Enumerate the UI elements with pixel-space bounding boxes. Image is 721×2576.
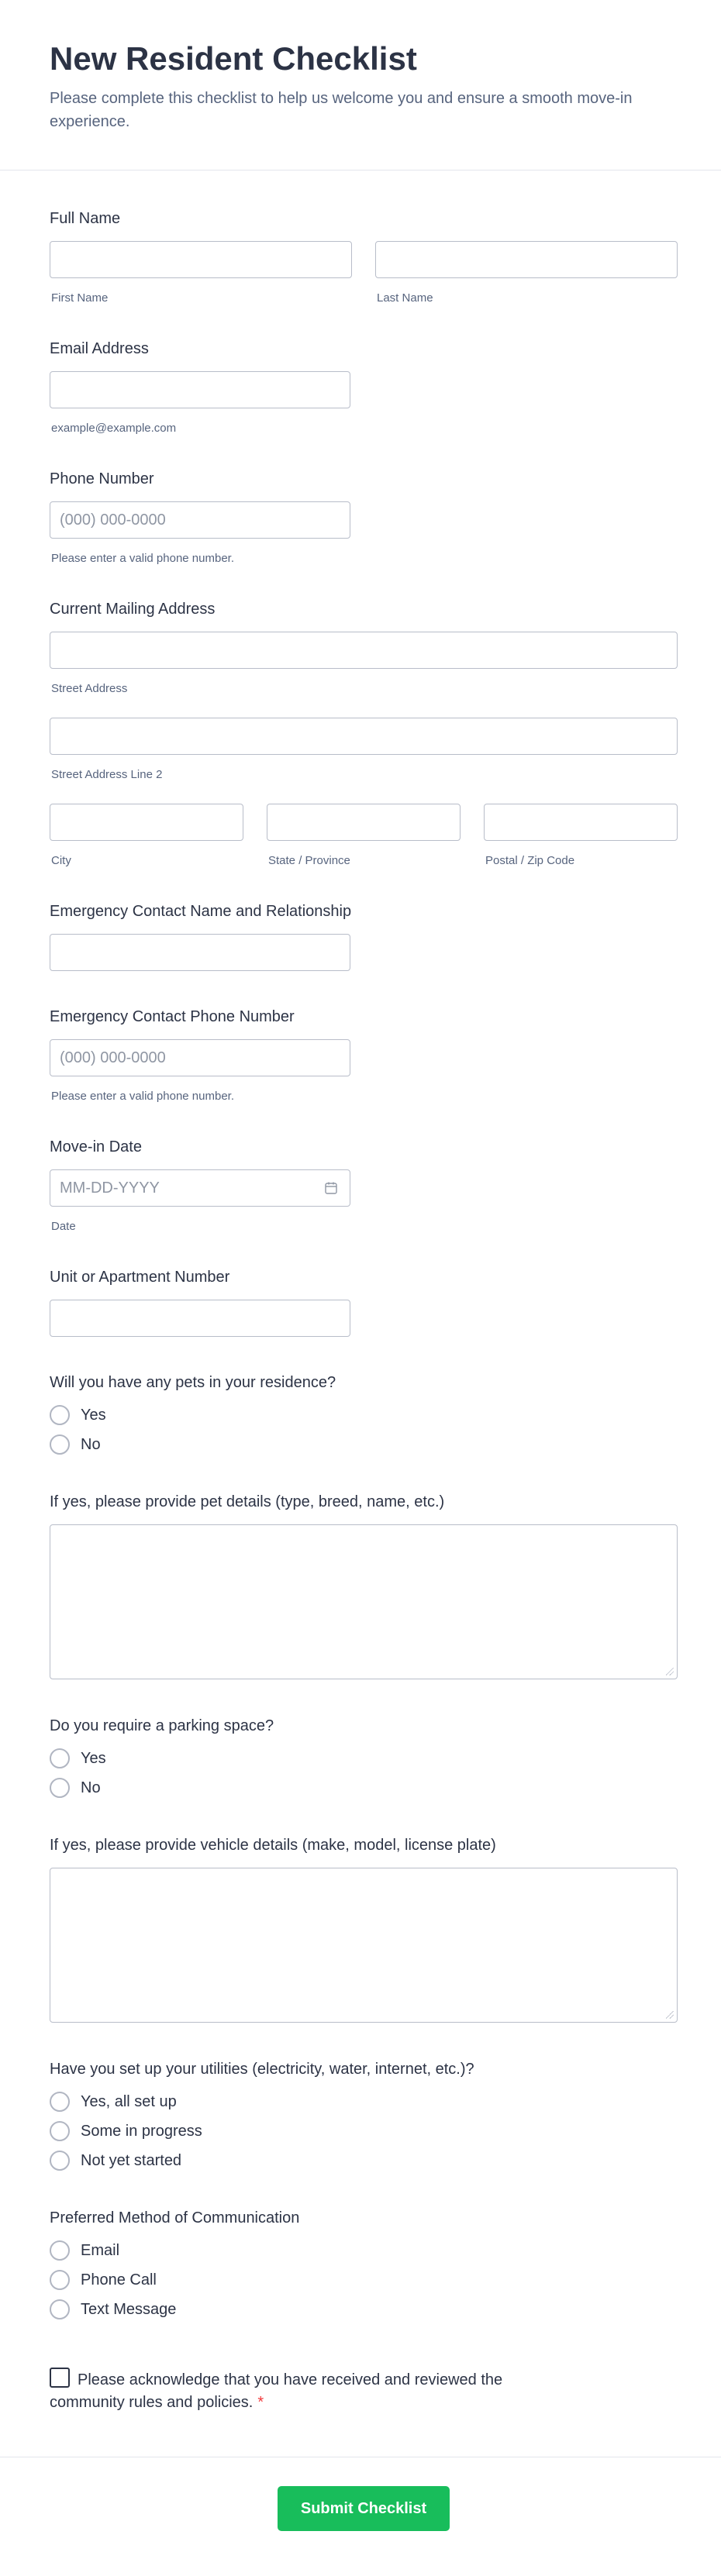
utilities-option-all-set-up[interactable] [50,2090,177,2113]
radio-button[interactable] [50,1748,70,1768]
phone-sublabel: Please enter a valid phone number. [51,552,234,565]
required-mark: * [257,2394,264,2411]
pets-label: Will you have any pets in your residence? [50,1374,336,1391]
form-subtitle: Please complete this checklist to help us welcome you and ensure a smooth move-in experience. [50,90,633,130]
acknowledge-field[interactable] [50,2368,561,2414]
form-title: New Resident Checklist [50,40,417,77]
full-name-label: Full Name [50,210,121,227]
last-name-sublabel: Last Name [377,291,433,305]
resize-grip-icon[interactable] [666,1668,674,1675]
street-address-input[interactable] [50,632,678,669]
pets-option-no[interactable] [50,1433,101,1456]
move-in-date-input[interactable] [50,1169,350,1207]
state-sublabel: State / Province [268,854,350,867]
acknowledge-checkbox[interactable] [50,2368,70,2388]
address-label: Current Mailing Address [50,601,216,618]
vehicle-details-textarea[interactable] [50,1868,678,2023]
parking-label: Do you require a parking space? [50,1717,274,1734]
communication-option-phone-call[interactable] [50,2268,157,2292]
form-header [0,0,721,170]
zip-sublabel: Postal / Zip Code [485,854,575,867]
radio-button[interactable] [50,2151,70,2171]
radio-option-label: Yes [81,1749,106,1767]
resize-grip-icon[interactable] [666,2011,674,2019]
last-name-input[interactable] [375,241,678,278]
calendar-icon[interactable] [324,1181,338,1195]
parking-option-no[interactable] [50,1776,101,1799]
street-address-sublabel: Street Address [51,682,128,695]
acknowledge-text: Please acknowledge that you have received and reviewed the community rules and policies. [50,2371,503,2411]
city-input[interactable] [50,804,243,841]
radio-option-label: No [81,1435,101,1453]
radio-option-label: Yes [81,1406,106,1424]
street-address-line2-input[interactable] [50,718,678,755]
first-name-sublabel: First Name [51,291,109,305]
radio-button[interactable] [50,1778,70,1798]
utilities-label: Have you set up your utilities (electricity, water, internet, etc.)? [50,2061,474,2078]
street-address-line2-sublabel: Street Address Line 2 [51,768,163,781]
emergency-contact-phone-label: Emergency Contact Phone Number [50,1008,295,1025]
radio-option-label: Text Message [81,2300,177,2318]
state-input[interactable] [267,804,461,841]
utilities-option-in-progress[interactable] [50,2120,202,2143]
pet-details-textarea[interactable] [50,1524,678,1679]
radio-option-label: Some in progress [81,2122,202,2140]
unit-number-input[interactable] [50,1300,350,1337]
city-sublabel: City [51,854,71,867]
radio-button[interactable] [50,1434,70,1455]
emergency-contact-phone-sublabel: Please enter a valid phone number. [51,1090,234,1103]
radio-option-label: Phone Call [81,2271,157,2288]
move-in-date-sublabel: Date [51,1220,76,1233]
radio-button[interactable] [50,1405,70,1425]
pet-details-label: If yes, please provide pet details (type, breed, name, etc.) [50,1493,445,1510]
phone-input[interactable] [50,501,350,539]
communication-label: Preferred Method of Communication [50,2209,300,2226]
emergency-contact-phone-input[interactable] [50,1039,350,1076]
radio-button[interactable] [50,2121,70,2141]
radio-button[interactable] [50,2299,70,2319]
vehicle-details-label: If yes, please provide vehicle details (make, model, license plate) [50,1837,496,1854]
communication-option-text-message[interactable] [50,2298,176,2321]
utilities-option-not-started[interactable] [50,2149,181,2172]
unit-number-label: Unit or Apartment Number [50,1269,230,1286]
radio-option-label: Email [81,2241,120,2259]
email-input[interactable] [50,371,350,408]
first-name-input[interactable] [50,241,352,278]
pets-option-yes[interactable] [50,1403,106,1427]
submit-button[interactable]: Submit Checklist [278,2486,450,2531]
phone-label: Phone Number [50,470,154,487]
radio-option-label: Not yet started [81,2151,182,2169]
zip-input[interactable] [484,804,678,841]
radio-button[interactable] [50,2092,70,2112]
emergency-contact-name-label: Emergency Contact Name and Relationship [50,903,352,920]
emergency-contact-name-input[interactable] [50,934,350,971]
radio-button[interactable] [50,2240,70,2261]
communication-option-email[interactable] [50,2239,119,2262]
email-sublabel: example@example.com [51,422,177,435]
move-in-date-label: Move-in Date [50,1138,142,1155]
radio-option-label: Yes, all set up [81,2092,177,2110]
radio-option-label: No [81,1779,101,1796]
parking-option-yes[interactable] [50,1747,106,1770]
radio-button[interactable] [50,2270,70,2290]
email-label: Email Address [50,340,149,357]
